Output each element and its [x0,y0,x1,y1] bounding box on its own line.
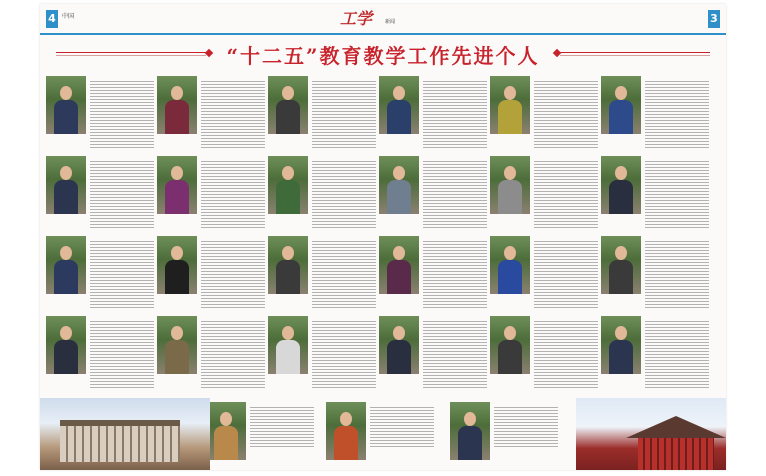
portrait-head [171,326,183,340]
portrait-photo [157,316,197,374]
profile-card [46,72,156,150]
portrait-body [54,100,78,134]
profile-card [490,312,600,390]
portrait-photo [268,236,308,294]
profile-body-text [423,321,487,389]
profile-card [268,312,378,390]
profile-body-text [201,241,265,309]
portrait-head [464,412,476,426]
profile-body-text [534,161,598,229]
portrait-head [220,412,232,426]
profile-body-text [423,161,487,229]
profile-body-text [312,321,376,389]
profile-card [490,152,600,230]
profile-body-text [312,161,376,229]
portrait-body [54,260,78,294]
profile-card [157,232,267,310]
headline-rule-right [560,52,710,53]
portrait-photo [268,156,308,214]
profile-body-text [250,407,314,447]
profile-card [490,232,600,310]
profile-body-text [90,81,154,149]
portrait-head [615,86,627,100]
portrait-photo [46,316,86,374]
portrait-photo [490,236,530,294]
masthead-center-sub: 新闻 [385,19,396,25]
profile-card [450,398,560,470]
portrait-body [498,180,522,214]
portrait-head [171,246,183,260]
profile-body-text [312,241,376,309]
portrait-head [60,246,72,260]
pagoda-roof [626,416,726,438]
portrait-body [165,340,189,374]
headline-rule-right-2 [560,55,710,56]
portrait-head [171,166,183,180]
newspaper-page [40,4,726,470]
page-badge-left: 4 [46,10,58,28]
profile-card [601,152,711,230]
portrait-photo [268,316,308,374]
profile-card [601,72,711,150]
portrait-head [504,166,516,180]
headline: “十二五”教育教学工作先进个人 [226,44,540,68]
portrait-photo [379,156,419,214]
portrait-body [276,260,300,294]
profile-body-text [90,161,154,229]
portrait-head [282,246,294,260]
portrait-body [458,426,482,460]
profile-body-text [645,241,709,309]
profile-body-text [90,321,154,389]
portrait-body [609,100,633,134]
profile-card [157,72,267,150]
masthead-left-title: 中国 [62,13,75,20]
profile-card [601,232,711,310]
portrait-body [54,340,78,374]
profile-card [379,72,489,150]
pagoda-body [638,438,714,470]
portrait-photo [601,316,641,374]
portrait-head [504,326,516,340]
portrait-body [498,100,522,134]
profile-card [46,232,156,310]
portrait-photo [490,316,530,374]
portrait-body [276,100,300,134]
profile-card [601,312,711,390]
portrait-body [165,100,189,134]
portrait-head [282,326,294,340]
portrait-head [60,166,72,180]
portrait-photo [157,156,197,214]
page-number-badge: 3 [708,10,720,28]
profile-body-text [534,81,598,149]
profile-card [326,398,436,470]
portrait-photo [206,402,246,460]
portrait-photo [46,76,86,134]
portrait-body [54,180,78,214]
portrait-body [387,260,411,294]
portrait-head [340,412,352,426]
profile-body-text [370,407,434,447]
portrait-photo [157,76,197,134]
portrait-body [387,340,411,374]
portrait-body [609,180,633,214]
portrait-head [393,86,405,100]
portrait-head [282,86,294,100]
portrait-photo [326,402,366,460]
profile-card [157,152,267,230]
portrait-head [504,86,516,100]
profile-card [46,152,156,230]
portrait-photo [379,236,419,294]
profile-body-text [423,241,487,309]
portrait-body [387,100,411,134]
portrait-head [615,326,627,340]
portrait-body [498,340,522,374]
profile-body-text [494,407,558,447]
portrait-photo [46,236,86,294]
profile-body-text [201,321,265,389]
profile-card [268,152,378,230]
pagoda-photo [576,398,726,470]
newspaper-logo: 工学 [340,9,373,28]
portrait-head [504,246,516,260]
profile-body-text [423,81,487,149]
portrait-photo [157,236,197,294]
profile-body-text [312,81,376,149]
portrait-head [171,86,183,100]
portrait-photo [450,402,490,460]
profile-card [379,312,489,390]
profile-card [379,152,489,230]
profile-body-text [201,161,265,229]
profile-body-text [90,241,154,309]
portrait-photo [601,156,641,214]
portrait-head [393,326,405,340]
portrait-head [282,166,294,180]
masthead-rule [40,33,726,35]
portrait-head [615,246,627,260]
profile-body-text [534,321,598,389]
profile-card [157,312,267,390]
portrait-photo [46,156,86,214]
building-facade [60,420,180,462]
profile-body-text [645,321,709,389]
portrait-photo [268,76,308,134]
profile-card [46,312,156,390]
portrait-body [214,426,238,460]
profile-body-text [201,81,265,149]
portrait-head [393,166,405,180]
portrait-body [165,260,189,294]
profile-card [379,232,489,310]
portrait-body [498,260,522,294]
masthead [40,4,726,34]
campus-building-photo [40,398,210,470]
portrait-photo [490,76,530,134]
profile-card [268,232,378,310]
profile-body-text [645,81,709,149]
portrait-body [387,180,411,214]
profile-body-text [534,241,598,309]
profile-card [490,72,600,150]
portrait-photo [379,316,419,374]
portrait-body [609,260,633,294]
portrait-photo [490,156,530,214]
portrait-photo [379,76,419,134]
portrait-body [165,180,189,214]
profile-body-text [645,161,709,229]
profile-card [268,72,378,150]
portrait-head [393,246,405,260]
portrait-body [276,180,300,214]
portrait-body [609,340,633,374]
portrait-photo [601,236,641,294]
portrait-head [60,326,72,340]
portrait-head [615,166,627,180]
portrait-body [334,426,358,460]
portrait-photo [601,76,641,134]
portrait-body [276,340,300,374]
profile-card [206,398,316,470]
portrait-head [60,86,72,100]
